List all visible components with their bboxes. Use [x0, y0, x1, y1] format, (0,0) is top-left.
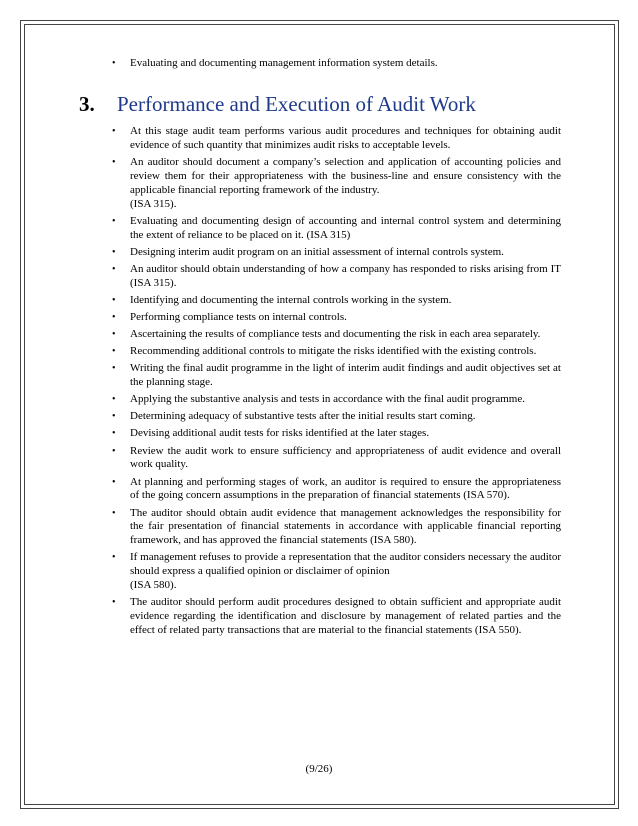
list-item	[112, 507, 561, 549]
bullet-icon: •	[112, 246, 116, 258]
bullet-icon: •	[112, 58, 116, 69]
bullet-icon: •	[112, 294, 116, 306]
bullet-icon: •	[112, 445, 116, 457]
bullet-icon: •	[112, 363, 116, 375]
bullet-icon: •	[112, 597, 116, 609]
bullet-icon: •	[112, 394, 116, 406]
list-item	[112, 246, 561, 260]
list-item-text: At this stage audit team performs various audit procedures and techniques for obtaining audit evidence of such quantity that minimizes audit risks to acceptable levels.	[130, 125, 561, 151]
page-number: (9/26)	[305, 763, 333, 775]
bullet-icon: •	[112, 552, 116, 564]
list-item	[112, 410, 561, 424]
bullet-list	[112, 125, 561, 641]
list-item-text: Designing interim audit program on an initial assessment of internal controls system.	[130, 245, 504, 258]
list-item	[112, 215, 561, 243]
list-item-text: The auditor should perform audit procedures designed to obtain sufficient and appropriate audit evidence regarding the identification and disclosure by management of related parties and the effect of related party transactions that are material to the financial statements (ISA 550).	[130, 596, 561, 637]
bullet-icon: •	[112, 263, 116, 275]
list-item-text: Applying the substantive analysis and tests in accordance with the final audit programme.	[130, 393, 525, 406]
bullet-icon: •	[112, 411, 116, 423]
list-item-text: Recommending additional controls to mitigate the risks identified with the existing controls.	[130, 345, 537, 358]
bullet-icon: •	[112, 215, 116, 227]
top-bullet-item	[112, 57, 561, 71]
list-item-text: An auditor should document a company’s selection and application of accounting policies and review them for their appropriateness with the business-line and ensure consistency with the applicable financial reporting framework of the industry. (ISA 315).	[130, 156, 561, 210]
list-item	[112, 125, 561, 153]
list-item-text: Performing compliance tests on internal controls.	[130, 311, 347, 323]
list-item	[112, 445, 561, 473]
list-item-text: Writing the final audit programme in the light of interim audit findings and audit objectives set at the planning stage.	[130, 362, 561, 389]
bullet-icon: •	[112, 346, 116, 358]
bullet-icon: •	[112, 507, 116, 519]
list-item	[112, 345, 561, 359]
section-number: 3.	[79, 92, 95, 116]
list-item	[112, 156, 561, 212]
list-item	[112, 311, 561, 325]
list-item-text: Identifying and documenting the internal controls working in the system.	[130, 293, 452, 306]
list-item	[112, 476, 561, 504]
list-item-text: Review the audit work to ensure sufficiency and appropriateness of audit evidence and overall work quality.	[130, 444, 561, 471]
list-item	[112, 328, 561, 342]
list-item-text: The auditor should obtain audit evidence that management acknowledges the responsibility for the fair presentation of financial statements in accordance with applicable financial reporting framework, and has approved the financial statements (ISA 580).	[130, 506, 561, 547]
list-item-text: If management refuses to provide a representation that the auditor considers necessary the auditor should express a qualified opinion or disclaimer of opinion (ISA 580).	[130, 551, 561, 592]
list-item-text: Evaluating and documenting design of accounting and internal control system and determining the extent of reliance to be placed on it. (ISA 315)	[130, 214, 561, 241]
list-item-text: At planning and performing stages of work, an auditor is required to ensure the appropriateness of the going concern assumptions in the preparation of financial statements (ISA 570).	[130, 475, 561, 502]
section-title: Performance and Execution of Audit Work	[117, 92, 476, 116]
list-item-text: Ascertaining the results of compliance tests and documenting the risk in each area separately.	[130, 328, 541, 341]
bullet-icon: •	[112, 428, 116, 440]
list-item	[112, 427, 561, 441]
list-item-text: An auditor should obtain understanding of how a company has responded to risks arising from IT (ISA 315).	[130, 262, 561, 289]
list-item	[112, 393, 561, 407]
list-item	[112, 263, 561, 291]
list-item	[112, 294, 561, 308]
list-item	[112, 596, 561, 638]
top-bullet-text: Evaluating and documenting management information system details.	[130, 57, 438, 69]
list-item-text: Determining adequacy of substantive tests after the initial results start coming.	[130, 410, 476, 423]
bullet-icon: •	[112, 476, 116, 488]
list-item	[112, 362, 561, 390]
bullet-icon: •	[112, 126, 116, 137]
section-heading	[79, 92, 476, 117]
bullet-icon: •	[112, 312, 116, 323]
list-item-text: Devising additional audit tests for risks identified at the later stages.	[130, 427, 430, 440]
bullet-icon: •	[112, 329, 116, 341]
list-item	[112, 551, 561, 593]
bullet-icon: •	[112, 157, 116, 168]
